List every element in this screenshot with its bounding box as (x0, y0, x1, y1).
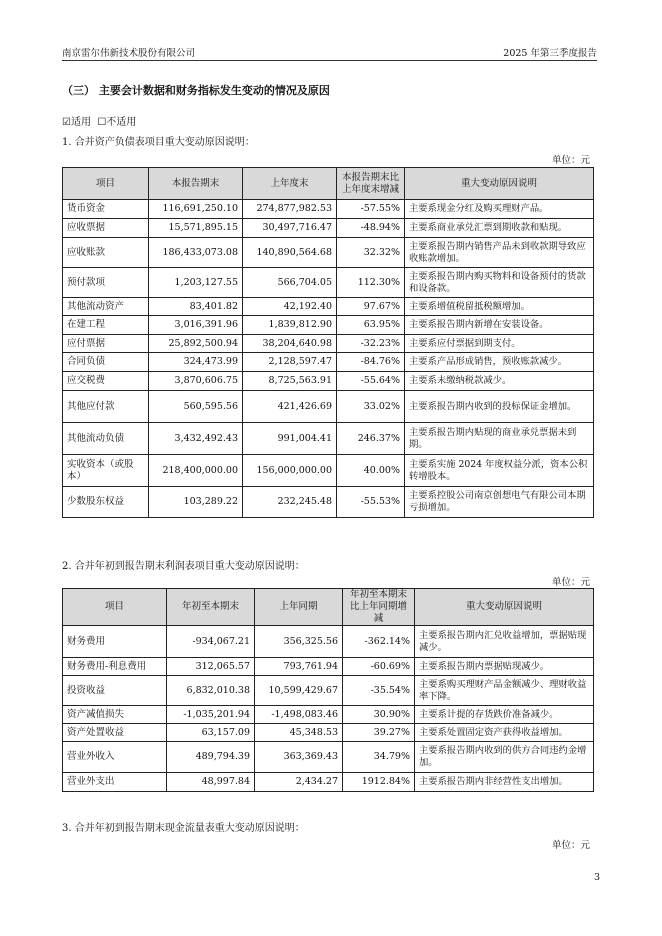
current-value-cell: 1,203,127.55 (149, 268, 243, 298)
prior-value-cell: 45,348.53 (255, 724, 343, 742)
table-row (63, 372, 594, 391)
column-header: 上年同期 (255, 589, 343, 626)
table-row (63, 487, 594, 518)
reason-cell: 主要系报告期内购买物料和设备预付的货款和设备款。 (405, 268, 594, 298)
current-value-cell: 186,433,073.08 (149, 238, 243, 268)
prior-value-cell: 38,204,640.98 (243, 335, 337, 353)
current-value-cell: 489,794.39 (167, 742, 255, 773)
table-row (63, 724, 594, 742)
reason-cell: 主要系现金分红及购买理财产品。 (405, 200, 594, 219)
table-row (63, 298, 594, 316)
prior-value-cell: 232,245.48 (243, 487, 337, 518)
table-row (63, 658, 594, 676)
change-cell: 33.02% (337, 391, 405, 423)
item-cell: 其他流动资产 (63, 298, 149, 316)
prior-value-cell: 1,839,812.90 (243, 316, 337, 335)
current-value-cell: 3,016,391.96 (149, 316, 243, 335)
item-cell: 其他应付款 (63, 391, 149, 423)
column-header: 重大变动原因说明 (405, 168, 594, 200)
prior-value-cell: 356,325.56 (255, 626, 343, 658)
item-cell: 应收票据 (63, 219, 149, 238)
item-cell: 货币资金 (63, 200, 149, 219)
current-value-cell: 116,691,250.10 (149, 200, 243, 219)
change-cell: 32.32% (337, 238, 405, 268)
reason-cell: 主要系报告期内收到的投标保证金增加。 (405, 391, 594, 423)
item-cell: 在建工程 (63, 316, 149, 335)
table-row (63, 742, 594, 773)
change-cell: -35.54% (343, 676, 415, 706)
prior-value-cell: -1,498,083.46 (255, 706, 343, 724)
prior-value-cell: 421,426.69 (243, 391, 337, 423)
item-cell: 实收资本（或股本） (63, 455, 149, 487)
item-cell: 资产减值损失 (63, 706, 167, 724)
column-header: 项目 (63, 168, 149, 200)
prior-value-cell: 2,434.27 (255, 773, 343, 792)
current-value-cell: 560,595.56 (149, 391, 243, 423)
current-value-cell: -934,067.21 (167, 626, 255, 658)
item-cell: 应收账款 (63, 238, 149, 268)
column-header: 年初至本期末 (167, 589, 255, 626)
prior-value-cell: 156,000,000.00 (243, 455, 337, 487)
cashflow-unit: 单位：元 (551, 840, 590, 851)
current-value-cell: 25,892,500.94 (149, 335, 243, 353)
item-cell: 财务费用 (63, 626, 167, 658)
prior-value-cell: 2,128,597.47 (243, 353, 337, 372)
prior-value-cell: 30,497,716.47 (243, 219, 337, 238)
current-value-cell: 15,571,895.15 (149, 219, 243, 238)
column-header: 上年度末 (243, 168, 337, 200)
current-value-cell: 103,289.22 (149, 487, 243, 518)
change-cell: 39.27% (343, 724, 415, 742)
item-cell: 财务费用-利息费用 (63, 658, 167, 676)
change-cell: 40.00% (337, 455, 405, 487)
table-row (63, 455, 594, 487)
change-cell: 112.30% (337, 268, 405, 298)
reason-cell: 主要系报告期内票据贴现减少。 (415, 658, 594, 676)
column-header: 项目 (63, 589, 167, 626)
reason-cell: 主要系控股公司南京创想电气有限公司本期亏损增加。 (405, 487, 594, 518)
current-value-cell: 324,473.99 (149, 353, 243, 372)
item-cell: 合同负债 (63, 353, 149, 372)
item-cell: 营业外支出 (63, 773, 167, 792)
prior-value-cell: 793,761.94 (255, 658, 343, 676)
item-cell: 少数股东权益 (63, 487, 149, 518)
change-cell: -60.69% (343, 658, 415, 676)
item-cell: 应付票据 (63, 335, 149, 353)
reason-cell: 主要系应付票据到期支付。 (405, 335, 594, 353)
reason-cell: 主要系报告期内新增在安装设备。 (405, 316, 594, 335)
current-value-cell: 3,870,606.75 (149, 372, 243, 391)
item-cell: 营业外收入 (63, 742, 167, 773)
page-header (62, 40, 597, 61)
change-cell: -84.76% (337, 353, 405, 372)
income-statement-table (62, 588, 594, 792)
income-statement-unit: 单位：元 (551, 577, 590, 588)
reason-cell: 主要系购买理财产品金额减少、理财收益率下降。 (415, 676, 594, 706)
current-value-cell: 83,401.82 (149, 298, 243, 316)
current-value-cell: 48,997.84 (167, 773, 255, 792)
prior-value-cell: 8,725,563.91 (243, 372, 337, 391)
table-row (63, 626, 594, 658)
reason-cell: 主要系报告期内非经营性支出增加。 (415, 773, 594, 792)
reason-cell: 主要系处置固定资产获得收益增加。 (415, 724, 594, 742)
current-value-cell: 3,432,492.43 (149, 423, 243, 455)
change-cell: -55.64% (337, 372, 405, 391)
balance-sheet-table (62, 167, 594, 518)
column-header: 重大变动原因说明 (415, 589, 594, 626)
income-statement-title: 2. 合并年初到报告期末利润表项目重大变动原因说明： (62, 561, 305, 572)
reason-cell: 主要系增值税留抵税额增加。 (405, 298, 594, 316)
item-cell: 投资收益 (63, 676, 167, 706)
table-row (63, 423, 594, 455)
cashflow-title: 3. 合并年初到报告期末现金流量表重大变动原因说明： (62, 823, 305, 834)
table-row (63, 268, 594, 298)
table-row (63, 706, 594, 724)
change-cell: -48.94% (337, 219, 405, 238)
reason-cell: 主要系产品形成销售，预收账款减少。 (405, 353, 594, 372)
balance-sheet-unit: 单位：元 (551, 155, 590, 166)
change-cell: -32.23% (337, 335, 405, 353)
reason-cell: 主要系报告期内销售产品未到收款期导致应收账款增加。 (405, 238, 594, 268)
change-cell: 34.79% (343, 742, 415, 773)
company-name: 南京雷尔伟新技术股份有限公司 (62, 48, 196, 59)
table-row (63, 238, 594, 268)
reason-cell: 主要系报告期内汇兑收益增加，票据贴现减少。 (415, 626, 594, 658)
section-title: （三） 主要会计数据和财务指标发生变动的情况及原因 (62, 84, 330, 97)
change-cell: 63.95% (337, 316, 405, 335)
reason-cell: 主要系报告期内贴现的商业承兑票据未到期。 (405, 423, 594, 455)
change-cell: -55.53% (337, 487, 405, 518)
change-cell: -362.14% (343, 626, 415, 658)
table-row (63, 219, 594, 238)
prior-value-cell: 991,004.41 (243, 423, 337, 455)
table-row (63, 353, 594, 372)
prior-value-cell: 10,599,429.67 (255, 676, 343, 706)
current-value-cell: 312,065.57 (167, 658, 255, 676)
reason-cell: 主要系未缴纳税款减少。 (405, 372, 594, 391)
change-cell: -57.55% (337, 200, 405, 219)
item-cell: 其他流动负债 (63, 423, 149, 455)
change-cell: 1912.84% (343, 773, 415, 792)
page-number: 3 (593, 872, 600, 883)
item-cell: 预付款项 (63, 268, 149, 298)
item-cell: 资产处置收益 (63, 724, 167, 742)
prior-value-cell: 363,369.43 (255, 742, 343, 773)
prior-value-cell: 274,877,982.53 (243, 200, 337, 219)
reason-cell: 主要系实施 2024 年度权益分派，资本公积转增股本。 (405, 455, 594, 487)
applicability-options (62, 113, 136, 128)
applicable-checkbox: ☑适用 (62, 117, 91, 128)
item-cell: 应交税费 (63, 372, 149, 391)
table-row (63, 773, 594, 792)
reason-cell: 主要系计提的存货跌价准备减少。 (415, 706, 594, 724)
balance-sheet-title: 1. 合并资产负债表项目重大变动原因说明： (62, 137, 255, 148)
table-row (63, 316, 594, 335)
table-row (63, 200, 594, 219)
prior-value-cell: 42,192.40 (243, 298, 337, 316)
column-header: 年初至本期末比上年同期增减 (343, 589, 415, 626)
table-row (63, 676, 594, 706)
column-header: 本报告期末 (149, 168, 243, 200)
current-value-cell: 63,157.09 (167, 724, 255, 742)
change-cell: 97.67% (337, 298, 405, 316)
column-header: 本报告期末比上年度末增减 (337, 168, 405, 200)
current-value-cell: -1,035,201.94 (167, 706, 255, 724)
report-title: 2025 年第三季度报告 (503, 48, 597, 59)
table-row (63, 391, 594, 423)
table-row (63, 335, 594, 353)
prior-value-cell: 140,890,564.68 (243, 238, 337, 268)
reason-cell: 主要系商业承兑汇票到期收款和贴现。 (405, 219, 594, 238)
reason-cell: 主要系报告期内收到的供方合同违约金增加。 (415, 742, 594, 773)
current-value-cell: 6,832,010.38 (167, 676, 255, 706)
not-applicable-checkbox: ☐不适用 (97, 117, 137, 128)
change-cell: 30.90% (343, 706, 415, 724)
change-cell: 246.37% (337, 423, 405, 455)
current-value-cell: 218,400,000.00 (149, 455, 243, 487)
prior-value-cell: 566,704.05 (243, 268, 337, 298)
